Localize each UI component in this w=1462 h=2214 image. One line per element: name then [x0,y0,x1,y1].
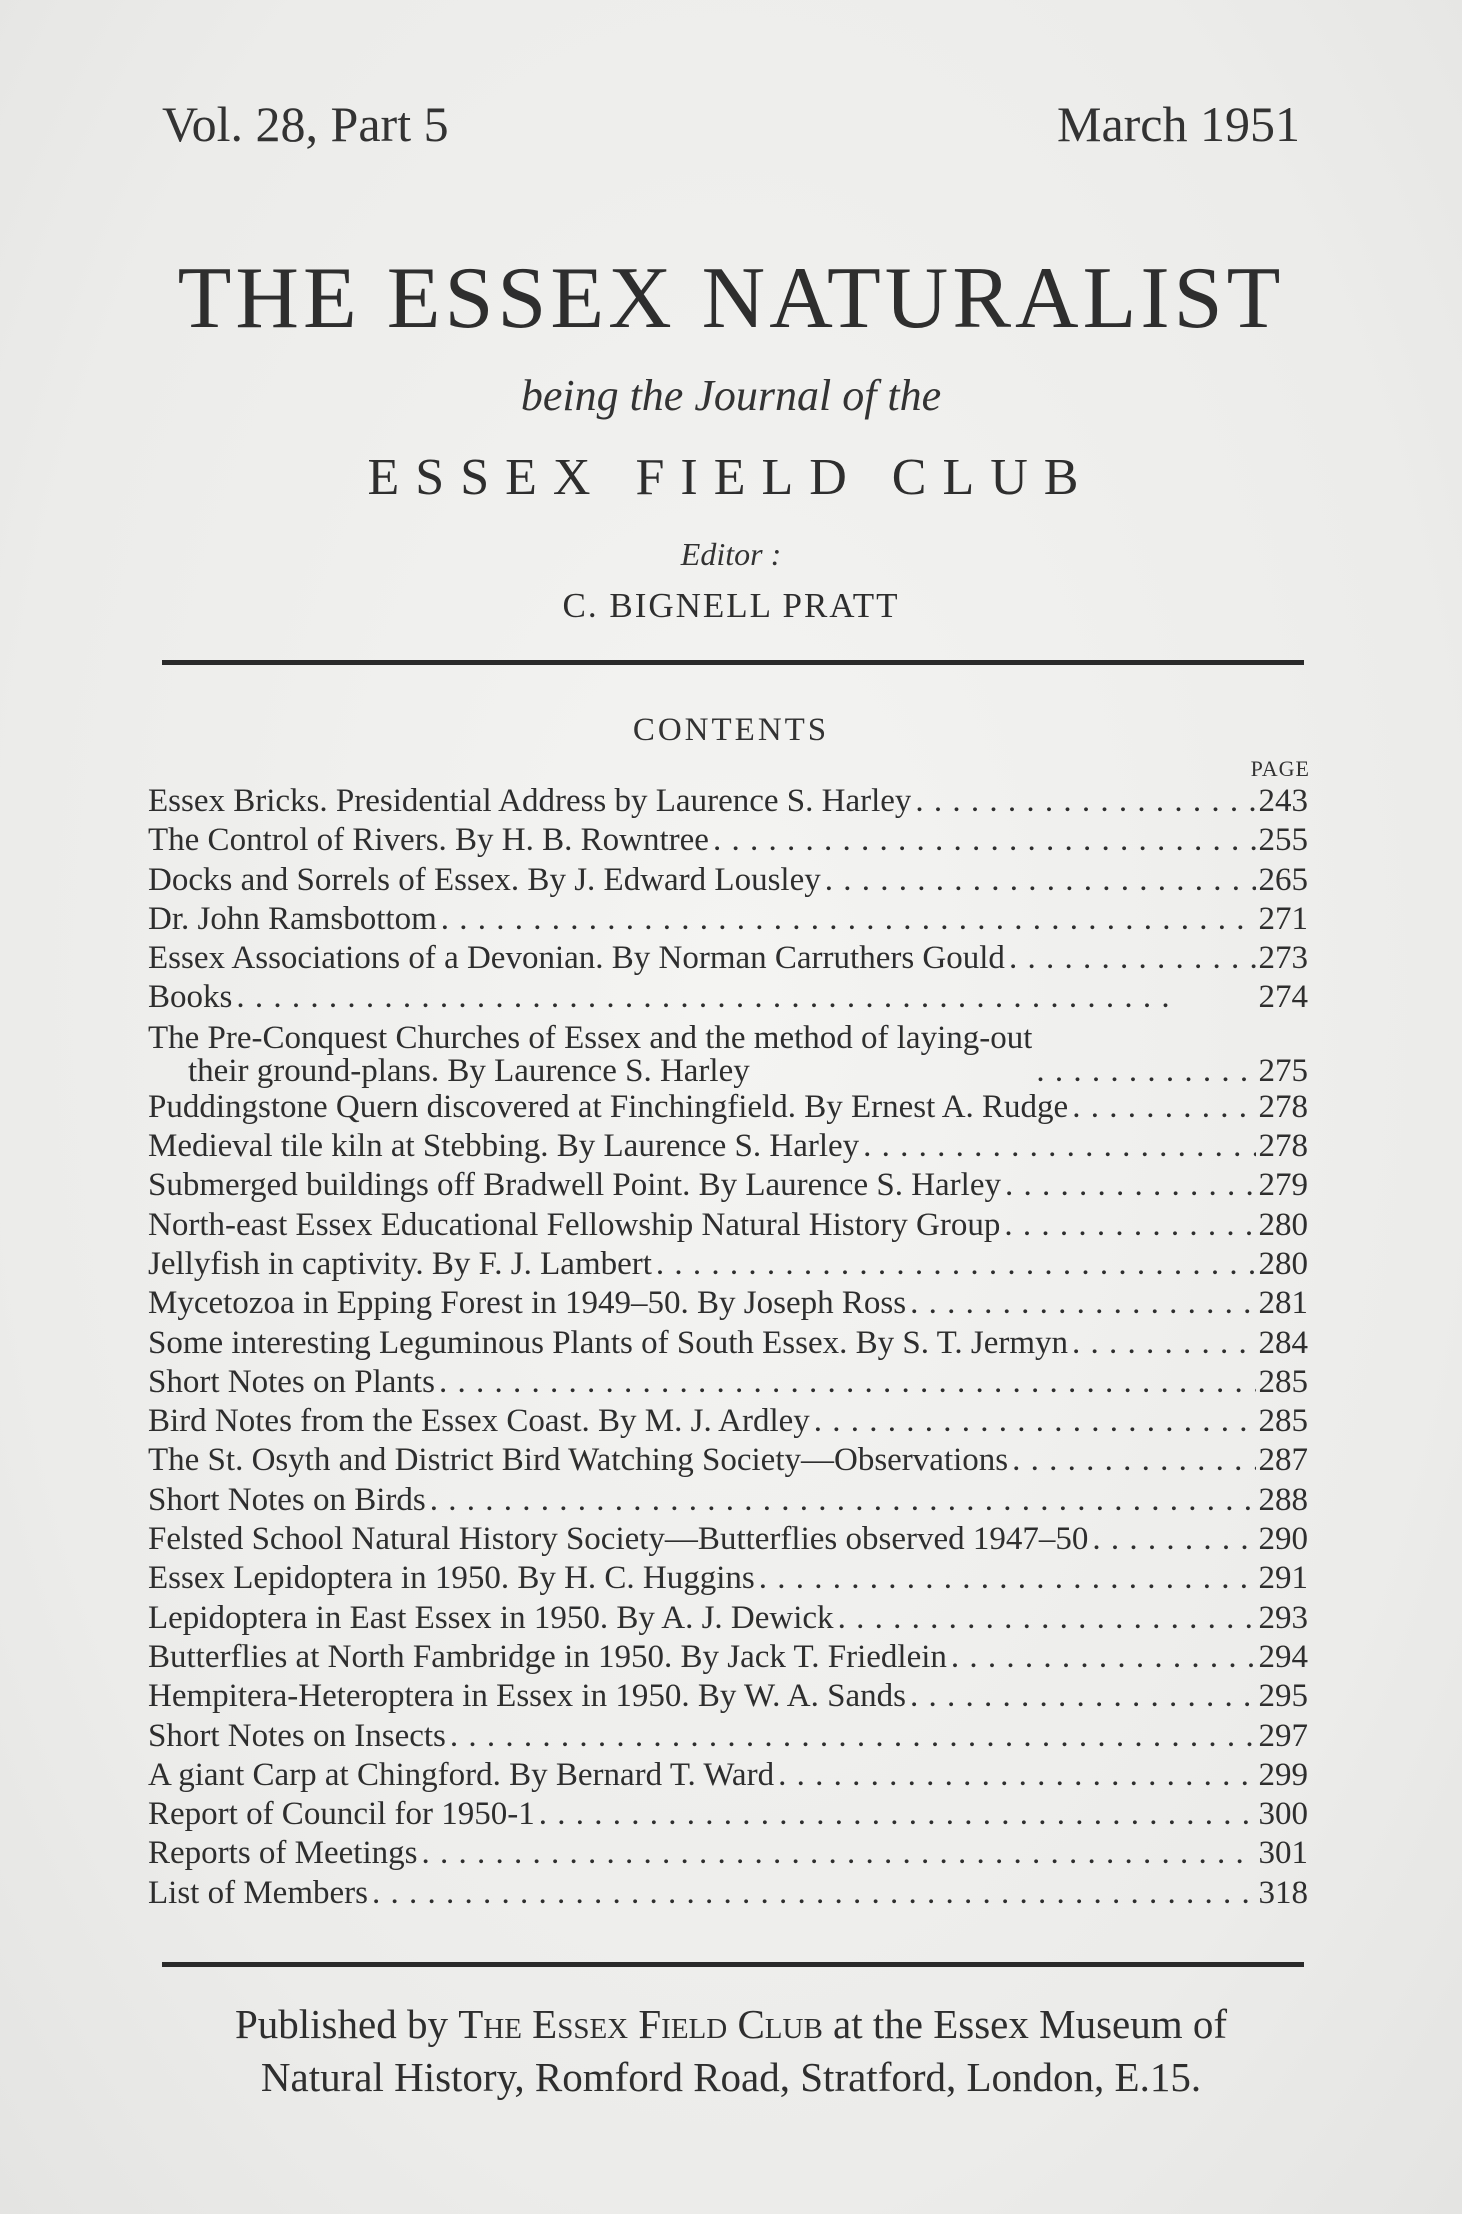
toc-entry-page: 280 [1258,1245,1308,1282]
toc-entry-title-continuation: their ground-plans. By Laurence S. Harley [188,1052,750,1088]
toc-entry-page: 275 [1258,1052,1308,1089]
toc-entry-title: A giant Carp at Chingford. By Bernard T. Ward [148,1756,775,1793]
toc-entry-title: Docks and Sorrels of Essex. By J. Edward Lousley [148,861,821,898]
toc-entry-title: Hempitera-Heteroptera in Essex in 1950. By W. A. Sands [148,1678,906,1715]
toc-entry-title: Essex Bricks. Presidential Address by Laurence S. Harley [148,783,912,819]
toc-entry [148,782,1308,821]
toc-entry-page: 291 [1258,1560,1308,1597]
toc-entry [148,1677,1308,1716]
toc-entry-title: Short Notes on Birds [148,1481,426,1518]
footer-line-1 [120,1998,1342,2051]
toc-entry-page: 299 [1258,1756,1308,1793]
toc-leader-dots [709,821,1256,860]
toc-entry [148,1018,1308,1088]
toc-entry-page: 290 [1258,1521,1308,1558]
toc-entry-page: 243 [1258,783,1308,819]
toc-entry [148,1874,1308,1913]
toc-entry-title: Medieval tile kiln at Stebbing. By Laurence S. Harley [148,1128,860,1165]
toc-leader-dots [535,1795,1256,1834]
journal-subtitle: being the Journal of the [520,371,942,420]
toc-entry-page: 271 [1258,900,1308,937]
toc-entry [148,1127,1308,1166]
toc-leader-dots [1008,1441,1256,1480]
top-divider [162,660,1304,665]
toc-leader-dots [435,1363,1256,1402]
toc-entry [148,1088,1308,1127]
toc-entry-page: 301 [1258,1835,1308,1872]
toc-entry-title: Submerged buildings off Bradwell Point. By Laurence S. Harley [148,1167,1001,1204]
toc-leader-dots [906,1284,1256,1323]
toc-leader-dots [774,1756,1256,1795]
toc-entry-title: List of Members [148,1874,368,1911]
toc-entry [148,861,1308,900]
toc-leader-dots [368,1874,1256,1913]
toc-entry-title: Lepidoptera in East Essex in 1950. By A. J. Dewick [148,1599,834,1636]
toc-entry-title: The St. Osyth and District Bird Watching Society—Observations [148,1442,1009,1479]
page-column-label: PAGE [1250,756,1310,781]
toc-entry-title: Some interesting Leguminous Plants of South Essex. By S. T. Jermyn [148,1324,1069,1361]
issue-date: March 1951 [1057,96,1300,152]
toc-leader-dots [1088,1520,1256,1559]
footer-line-2: Natural History, Romford Road, Stratford, London, E.15. [260,2054,1202,2100]
toc-entry-title [148,1022,1032,1088]
toc-entry [148,1520,1308,1559]
toc-entry-title: Report of Council for 1950-1 [148,1796,535,1833]
toc-entry-page: 318 [1258,1874,1308,1911]
toc-entry-title: Books [148,979,233,1016]
toc-entry-page: 274 [1258,979,1308,1016]
toc-leader-dots [232,978,1256,1017]
toc-entry [148,1206,1308,1245]
toc-leader-dots [810,1402,1256,1441]
toc-leader-dots [911,782,1256,821]
toc-leader-dots [755,1559,1256,1598]
toc-entry-title: Essex Associations of a Devonian. By Norman Carruthers Gould [148,940,1005,977]
toc-entry-page: 265 [1258,861,1308,898]
toc-entry-title: Butterflies at North Fambridge in 1950. By Jack T. Friedlein [148,1638,947,1675]
journal-title: THE ESSEX NATURALIST [177,250,1285,347]
toc-leader-dots [821,861,1256,900]
toc-leader-dots [446,1717,1256,1756]
toc-entry-title: Reports of Meetings [148,1835,418,1872]
toc-entry [148,1363,1308,1402]
toc-entry-title: Short Notes on Insects [148,1717,446,1754]
toc-leader-dots [1005,939,1256,978]
toc-entry-page: 273 [1258,940,1308,977]
toc-entry-title: Short Notes on Plants [148,1363,435,1400]
toc-leader-dots [652,1245,1256,1284]
toc-entry [148,1166,1308,1205]
club-name: ESSEX FIELD CLUB [367,449,1095,506]
toc-entry-page: 285 [1258,1403,1308,1440]
toc-entry [148,1638,1308,1677]
toc-leader-dots [947,1638,1256,1677]
table-of-contents [148,782,1308,1913]
toc-leader-dots [1000,1206,1256,1245]
toc-entry-page: 295 [1258,1678,1308,1715]
editor-name: C. BIGNELL PRATT [562,586,900,625]
toc-leader-dots [426,1481,1256,1520]
toc-entry [148,821,1308,860]
toc-entry-title: Essex Lepidoptera in 1950. By H. C. Huggins [148,1560,755,1597]
toc-entry-title: Bird Notes from the Essex Coast. By M. J. Ardley [148,1403,810,1440]
toc-entry [148,1481,1308,1520]
toc-entry [148,1717,1308,1756]
toc-entry-title: North-east Essex Educational Fellowship Natural History Group [148,1206,1001,1243]
toc-entry-page: 300 [1258,1796,1308,1833]
toc-leader-dots [906,1677,1256,1716]
toc-leader-dots [417,1834,1256,1873]
publisher-footer [120,1998,1342,2104]
toc-leader-dots [1032,1055,1256,1088]
toc-entry-page: 278 [1258,1128,1308,1165]
toc-entry-page: 280 [1258,1206,1308,1243]
toc-entry-page: 293 [1258,1599,1308,1636]
toc-entry-title: Jellyfish in captivity. By F. J. Lambert [148,1245,652,1282]
issue-header [162,95,1300,153]
toc-leader-dots [834,1599,1256,1638]
toc-entry-page: 288 [1258,1481,1308,1518]
toc-entry-page: 281 [1258,1285,1308,1322]
toc-entry [148,1795,1308,1834]
toc-entry [148,1834,1308,1873]
volume-label: Vol. 28, Part 5 [162,96,449,152]
toc-entry [148,1402,1308,1441]
toc-entry-page: 287 [1258,1442,1308,1479]
toc-entry [148,900,1308,939]
toc-entry-title: Felsted School Natural History Society—Butterflies observed 1947–50 [148,1521,1089,1558]
toc-entry [148,1599,1308,1638]
toc-entry [148,1441,1308,1480]
toc-entry [148,1756,1308,1795]
toc-entry [148,1559,1308,1598]
toc-entry [148,939,1308,978]
toc-entry-page: 284 [1258,1324,1308,1361]
toc-leader-dots [437,900,1256,939]
toc-entry-title: Puddingstone Quern discovered at Finchingfield. By Ernest A. Rudge [148,1088,1069,1125]
toc-entry [148,1324,1308,1363]
toc-leader-dots [1068,1088,1256,1127]
toc-entry-title-line: The Pre-Conquest Churches of Essex and the method of laying-out [148,1021,1033,1056]
bottom-divider [162,1962,1304,1967]
toc-entry [148,1245,1308,1284]
toc-entry-page: 255 [1258,822,1308,859]
toc-leader-dots [1068,1324,1256,1363]
footer-text-2: at the Essex Museum of [833,2001,1228,2047]
toc-leader-dots [1001,1166,1256,1205]
toc-entry-page: 285 [1258,1363,1308,1400]
toc-entry [148,978,1308,1017]
editor-label: Editor : [680,536,782,572]
toc-entry-page: 279 [1258,1167,1308,1204]
footer-club-name: The Essex Field Club [458,2001,823,2047]
toc-entry [148,1284,1308,1323]
toc-leader-dots [859,1127,1256,1166]
toc-entry-title: Mycetozoa in Epping Forest in 1949–50. By Joseph Ross [148,1285,907,1322]
toc-entry-page: 294 [1258,1638,1308,1675]
toc-entry-title: The Control of Rivers. By H. B. Rowntree [148,822,709,859]
footer-text-1: Published by [234,2001,448,2047]
toc-entry-title: Dr. John Ramsbottom [148,900,437,937]
contents-heading: CONTENTS [632,712,830,748]
toc-entry-page: 297 [1258,1717,1308,1754]
toc-entry-page: 278 [1258,1088,1308,1125]
